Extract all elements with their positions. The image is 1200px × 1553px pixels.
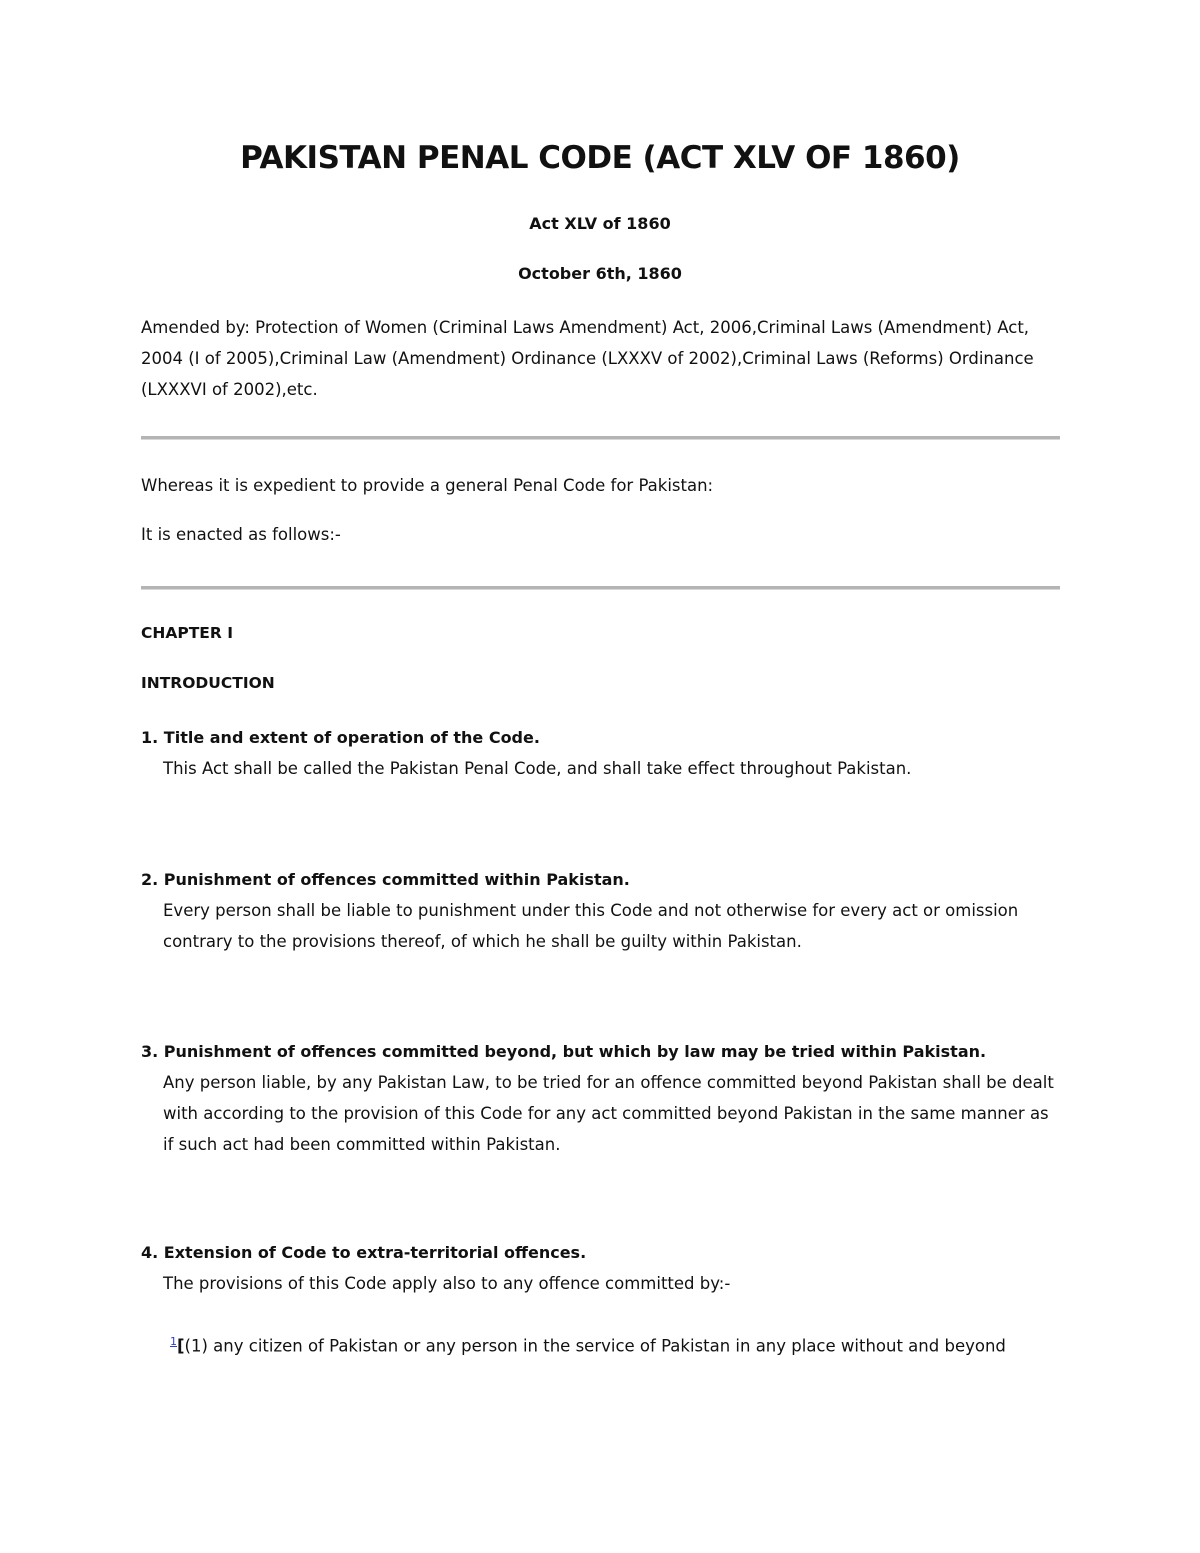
subclause-text: (1) any citizen of Pakistan or any person in the service of Pakistan in any place without and beyond [184,1336,1006,1356]
section-body: This Act shall be called the Pakistan Penal Code, and shall take effect throughout Pakistan. [163,759,912,778]
section-1 [141,723,1061,784]
amended-by-paragraph: Amended by: Protection of Women (Criminal Laws Amendment) Act, 2006,Criminal Laws (Amendment) Act, 2004 (I of 2005),Criminal Law (Amendment) Ordinance (LXXXV of 2002),Criminal Laws (Reforms) Ordinance (LXXXVI of 2002),etc. [141,318,1034,399]
section-title: Punishment of offences committed within Pakistan. [163,870,630,889]
section-heading [141,1238,1061,1268]
amendment-bracket: [ [177,1336,185,1356]
section-body: Every person shall be liable to punishment under this Code and not otherwise for every act or omission contrary to the provisions thereof, of which he shall be guilty within Pakistan. [163,901,1019,951]
subclause-1 [170,1326,1070,1362]
section-title: Title and extent of operation of the Code. [163,728,540,747]
date-line: October 6th, 1860 [518,264,682,283]
section-3 [141,1037,1061,1160]
section-body: Any person liable, by any Pakistan Law, to be tried for an offence committed beyond Pakistan shall be dealt with according to the provision of this Code for any act committed beyond Pakistan in the same manner as if such act had been committed within Pakistan. [163,1073,1054,1154]
footnote-link[interactable]: 1 [170,1335,177,1348]
section-body: The provisions of this Code apply also to any offence committed by:- [163,1274,731,1293]
preamble-paragraph: Whereas it is expedient to provide a general Penal Code for Pakistan: [141,476,714,495]
horizontal-rule [141,586,1060,590]
horizontal-rule [141,436,1060,440]
chapter-heading: CHAPTER I [141,624,233,642]
section-number: 1. [141,728,159,747]
section-heading [141,723,1061,753]
enactment-paragraph: It is enacted as follows:- [141,525,341,544]
section-number: 3. [141,1042,159,1061]
section-heading [141,865,1061,895]
section-number: 2. [141,870,159,889]
section-number: 4. [141,1243,159,1262]
act-line: Act XLV of 1860 [529,214,671,233]
section-title: Extension of Code to extra-territorial offences. [163,1243,587,1262]
section-2 [141,865,1061,957]
section-4 [141,1238,1061,1299]
section-heading [141,1037,1061,1067]
chapter-title: INTRODUCTION [141,674,275,692]
document-title: PAKISTAN PENAL CODE (ACT XLV OF 1860) [240,140,960,176]
section-title: Punishment of offences committed beyond, but which by law may be tried within Pakistan. [163,1042,987,1061]
